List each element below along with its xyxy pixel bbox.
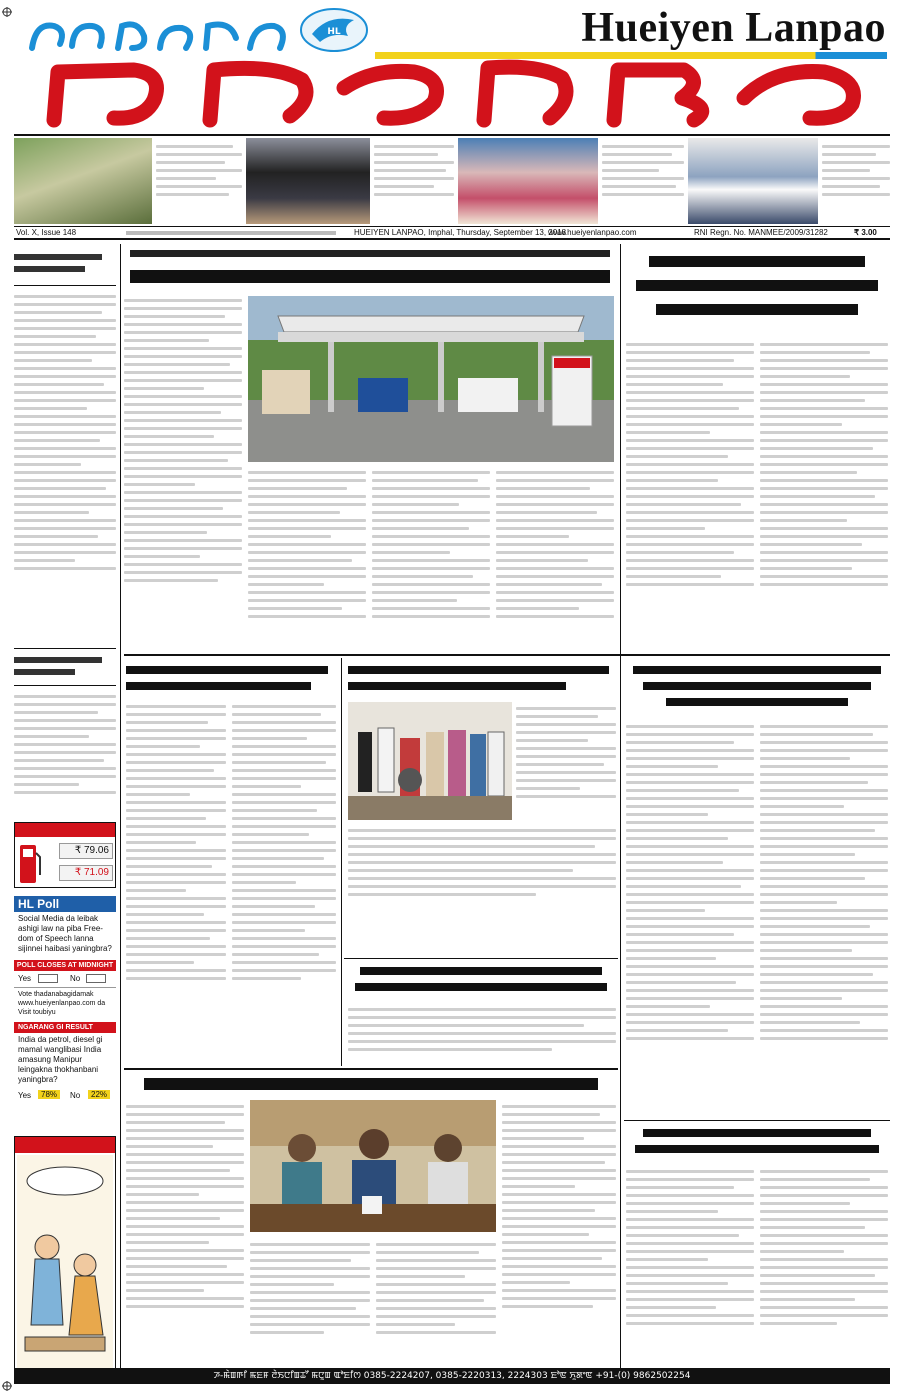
lead-story xyxy=(124,244,616,654)
story-quote xyxy=(344,958,618,1066)
cartoon-box xyxy=(14,1136,116,1374)
story-mid-right-headline xyxy=(630,666,884,714)
dateline-place-date: HUEIYEN LANPAO, Imphal, Thursday, September 13, 2018 xyxy=(354,228,567,237)
lead-story-body-1 xyxy=(248,466,366,654)
hl-poll-box xyxy=(14,896,116,1132)
teaser-photo-3 xyxy=(458,138,598,224)
poll-vote-text[interactable]: Vote thadanabagidamak www.hueiyenlanpao.com da Visit toubiyu xyxy=(14,987,116,1022)
left-story-1-body xyxy=(14,290,116,642)
story-bottom-center-body-1 xyxy=(502,1100,616,1362)
story-bottom-center xyxy=(124,1072,618,1366)
dateline-rni: RNI Regn. No. MANMEE/2009/31282 xyxy=(694,228,828,237)
lead-story-kicker xyxy=(130,250,610,260)
poll-yes-checkbox[interactable] xyxy=(38,974,58,983)
story-bottom-center-headline xyxy=(144,1078,598,1092)
story-mid-right-body-2 xyxy=(760,720,888,1116)
poll-heading: HL Poll xyxy=(14,896,116,912)
dateline-volume: Vol. X, Issue 148 xyxy=(16,228,77,237)
teaser-strip xyxy=(14,134,890,224)
masthead-meitei-wordmark xyxy=(14,58,890,130)
story-quote-headline xyxy=(350,967,612,997)
story-mid-center-headline xyxy=(348,666,614,696)
teaser-text-3 xyxy=(602,140,684,224)
story-mid-center-body-2 xyxy=(348,824,616,916)
diesel-price: ₹ 71.09 xyxy=(59,865,113,881)
story-bottom-right-body-1 xyxy=(626,1165,754,1365)
left-story-2-headline xyxy=(14,648,116,686)
lead-story-body-2 xyxy=(372,466,490,654)
poll-result-no-pct: 22% xyxy=(88,1090,110,1099)
right-story-1-body-2 xyxy=(760,338,888,650)
story-bottom-right-headline xyxy=(630,1129,884,1159)
teaser-text-2 xyxy=(374,140,454,224)
footer-text: ꯍ-ꯃꯥꯡꯒꯤ ꯃꯐꯝ ꯂꯥꯏꯅꯤꯡꯊꯧ ꯃꯅꯨꯡ ꯑꯣꯐꯤꯁ 0385-2224207, 0385-2220313, 2224303 ꯐꯣꯟ ꯈꯨꯗꯦꯟ +91-(0) 9862502254 xyxy=(213,1371,691,1381)
story-bottom-center-body-3 xyxy=(376,1238,496,1362)
right-story-1 xyxy=(624,244,890,654)
lead-story-intro-text xyxy=(124,294,242,654)
poll-closes-banner: POLL CLOSES AT MIDNIGHT xyxy=(14,960,116,971)
dateline-bar xyxy=(14,226,890,240)
story-bottom-center-intro xyxy=(126,1100,244,1362)
registration-mark-bottom-left xyxy=(2,1376,12,1386)
poll-question: Social Media da leibak ashigi law na piba Free-dom of Speech lanna sijinnei haibasi yaningbra? xyxy=(18,914,112,953)
poll-yes-label: Yes xyxy=(18,974,32,983)
column-rule-mid xyxy=(341,658,342,1066)
story-mid-center xyxy=(344,658,618,956)
petrol-price: ₹ 79.06 xyxy=(59,843,113,859)
registration-mark-top-left xyxy=(2,2,12,12)
fuel-pump-icon xyxy=(18,841,42,885)
column-rule-right xyxy=(620,244,621,1374)
poll-no-label: No xyxy=(70,974,81,983)
lead-story-photo xyxy=(248,296,614,462)
teaser-photo-1 xyxy=(14,138,152,224)
masthead-english-title: Hueiyen Lanpao xyxy=(581,5,886,51)
dateline-price: ₹ 3.00 xyxy=(854,228,877,237)
teaser-text-1 xyxy=(156,140,242,224)
story-mid-right xyxy=(624,658,890,1118)
teaser-photo-4 xyxy=(688,138,818,224)
lead-story-headline xyxy=(130,270,610,284)
section-rule-1 xyxy=(124,654,890,656)
left-column xyxy=(14,244,116,1374)
poll-result-yes-pct: 78% xyxy=(38,1090,60,1099)
teaser-text-4 xyxy=(822,140,890,224)
cartoon-header xyxy=(15,1137,115,1153)
cartoon-drawing xyxy=(17,1155,113,1371)
story-bottom-right-body-2 xyxy=(760,1165,888,1365)
fuel-price-box xyxy=(14,822,116,888)
right-story-1-headline xyxy=(628,256,886,330)
poll-result-heading: NGARANG GI RESULT xyxy=(14,1022,116,1033)
section-rule-2 xyxy=(124,1068,618,1070)
story-mid-left xyxy=(124,658,338,778)
column-rule-left xyxy=(120,244,121,1374)
story-bottom-center-body-2 xyxy=(250,1238,370,1362)
teaser-photo-2 xyxy=(246,138,370,224)
story-mid-center-body-1 xyxy=(516,702,616,820)
dateline-website[interactable]: www.hueiyenlanpao.com xyxy=(548,228,637,237)
lead-story-body-3 xyxy=(496,466,614,654)
story-mid-center-photo xyxy=(348,702,512,820)
story-bottom-right xyxy=(624,1120,890,1366)
left-story-2-body xyxy=(14,690,116,820)
story-bottom-center-photo xyxy=(250,1100,496,1232)
story-quote-body xyxy=(348,1003,616,1065)
poll-no-checkbox[interactable] xyxy=(86,974,106,983)
poll-result-yes-label: Yes xyxy=(18,1091,32,1100)
right-story-1-body-1 xyxy=(626,338,754,650)
masthead xyxy=(0,0,900,132)
poll-result-no-label: No xyxy=(70,1091,81,1100)
dateline-meitei-date xyxy=(126,231,336,235)
fuel-price-header xyxy=(15,823,115,837)
footer-bar xyxy=(14,1368,890,1384)
svg-text:HL: HL xyxy=(327,27,341,37)
story-mid-right-body-1 xyxy=(626,720,754,1116)
poll-result-question: India da petrol, diesel gi mamal wanglibasi India amasung Manipur leingakna thokhanbani yaningbra? xyxy=(18,1035,103,1084)
masthead-logo xyxy=(298,6,370,56)
story-mid-left-headline xyxy=(126,666,336,696)
masthead-meitei-small-wordmark xyxy=(26,14,296,58)
left-story-1-headline xyxy=(14,248,116,286)
